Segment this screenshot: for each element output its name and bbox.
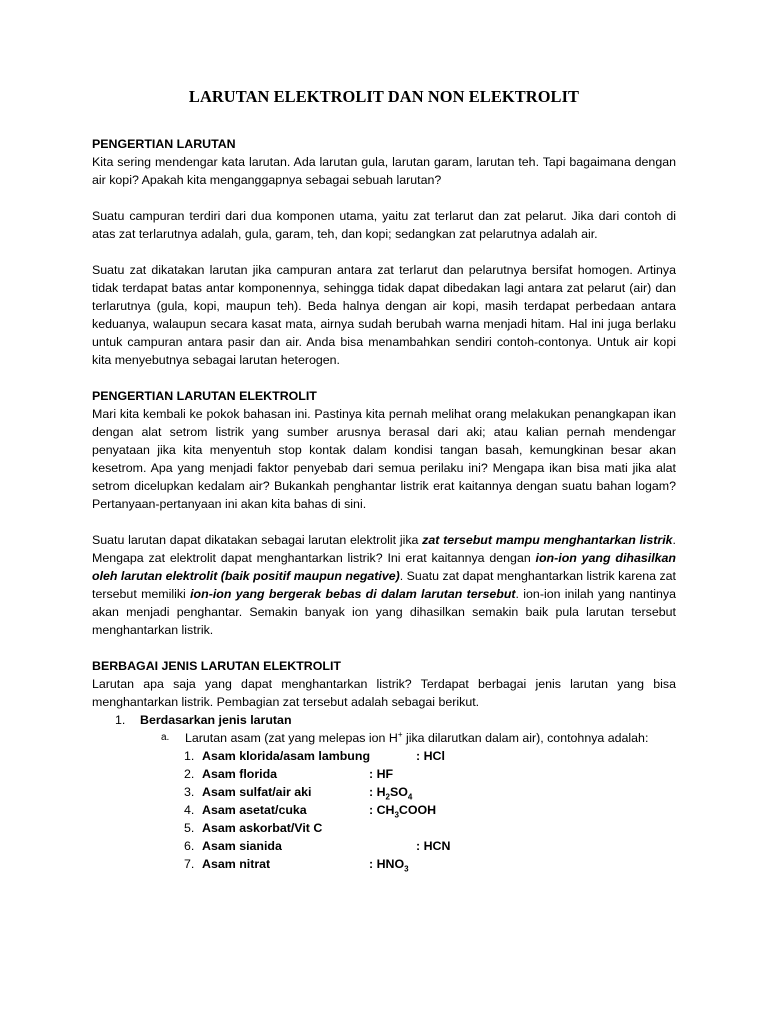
paragraph: Kita sering mendengar kata larutan. Ada larutan gula, larutan garam, larutan teh. Tapi bagaimana dengan air kopi? Apakah kita menganggapnya sebagai sebuah larutan? bbox=[92, 155, 676, 187]
list-item-larutan-asam: a. Larutan asam (zat yang melepas ion H+ jika dilarutkan dalam air), contohnya adalah: bbox=[161, 729, 649, 745]
list-item-berdasarkan-jenis-larutan: 1. Berdasarkan jenis larutan bbox=[115, 713, 292, 727]
acid-list-item: 3. Asam sulfat/air aki : $H_2SO_4$ bbox=[184, 785, 413, 802]
acid-list-item: 1. Asam klorida/asam lambung : HCl bbox=[184, 749, 445, 763]
paragraph: Suatu zat dikatakan larutan jika campuran antara zat terlarut dan pelarutnya bersifat homogen. Artinya tidak terdapat batas antar komponennya, sehingga tidak dapat dibedakan lagi antara zat pelarut (air) dan terlarutnya (gula, kopi, maupun teh). Beda halnya dengan air kopi, masih terdapat perbedaan antara keduanya, walaupun secara kasat mata, airnya sudah berubah warna menjadi hitam. Hal ini juga berlaku untuk campuran antara pasir dan air. Anda bisa menambahkan sendiri contoh-contonya. Untuk air kopi kita menyebutnya sebagai larutan heterogen. bbox=[92, 263, 676, 367]
section-heading-pengertian-larutan-elektrolit: PENGERTIAN LARUTAN ELEKTROLIT bbox=[92, 389, 317, 403]
acid-list-item: 6. Asam sianida : HCN bbox=[184, 839, 451, 853]
acid-list-item: 2. Asam florida : HF bbox=[184, 767, 394, 781]
emphasis-text: ion-ion yang dihasilkan oleh larutan elektrolit (baik positif maupun negative) bbox=[92, 551, 676, 583]
paragraph: Larutan apa saja yang dapat menghantarkan listrik? Terdapat berbagai jenis larutan yang bisa menghantarkan listrik. Pembagian zat tersebut adalah sebagai berikut. bbox=[92, 677, 676, 709]
acid-list-item: 5. Asam askorbat/Vit C bbox=[184, 821, 323, 835]
paragraph-emphasis: Suatu larutan dapat dikatakan sebagai larutan elektrolit jika zat tersebut mampu menghantarkan listrik. Mengapa zat elektrolit dapat menghantarkan listrik? Ini erat kaitannya dengan ion-ion yang dihasilkan oleh larutan elektrolit (baik positif maupun negative). Suatu zat dapat menghantarkan listrik karena zat tersebut memiliki ion-ion yang bergerak bebas di dalam larutan tersebut. ion-ion inilah yang nantinya akan menjadi penghantar. Semakin banyak ion yang dihasilkan semakin baik pula larutan tersebut menghantarkan listrik. bbox=[92, 533, 677, 637]
emphasis-text: zat tersebut mampu menghantarkan listrik bbox=[422, 533, 673, 547]
section-heading-berbagai-jenis: BERBAGAI JENIS LARUTAN ELEKTROLIT bbox=[92, 659, 341, 673]
acid-list-item: 7. Asam nitrat : $HNO_3$ bbox=[184, 857, 409, 874]
document-title: LARUTAN ELEKTROLIT DAN NON ELEKTROLIT bbox=[188, 87, 580, 106]
acid-list-item: 4. Asam asetat/cuka : $CH_3COOH$ bbox=[184, 803, 437, 820]
paragraph: Suatu campuran terdiri dari dua komponen utama, yaitu zat terlarut dan zat pelarut. Jika dari contoh di atas zat terlarutnya adalah, gula, garam, teh, dan kopi; sedangkan zat pelarutnya adalah air. bbox=[92, 209, 676, 241]
paragraph: Mari kita kembali ke pokok bahasan ini. Pastinya kita pernah melihat orang melakukan penangkapan ikan dengan alat setrom listrik yang sumber arusnya berasal dari aki; atau kalian pernah mendengar penyataan jika kita menyentuh stop kontak dalam kondisi tangan basah, kemungkinan besar akan kesetrom. Apa yang menjadi faktor penyebab dari semua perilaku ini? Mengapa ikan bisa mati jika alat setrom dicelupkan kedalam air? Bukankah penghantar listrik erat kaitannya dengan suatu bahan logam? Pertanyaan-pertanyaan ini akan kita bahas di sini. bbox=[92, 407, 676, 511]
section-heading-pengertian-larutan: PENGERTIAN LARUTAN bbox=[92, 137, 236, 151]
emphasis-text: ion-ion yang bergerak bebas di dalam larutan tersebut bbox=[190, 587, 516, 601]
